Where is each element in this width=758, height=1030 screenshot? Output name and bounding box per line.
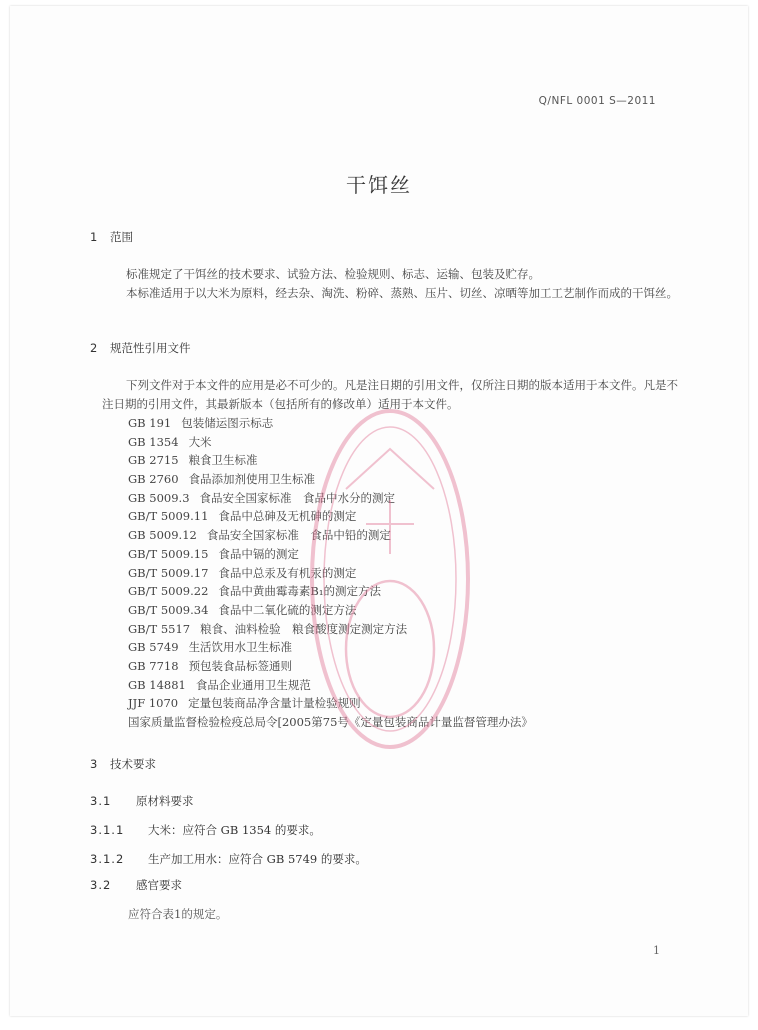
reference-code: GB/T 5009.15: [128, 546, 209, 561]
page-title: 干饵丝: [346, 173, 412, 197]
reference-item: [128, 564, 533, 583]
section-title: 范围: [110, 230, 133, 244]
clause-number: 3.2: [90, 878, 112, 892]
reference-title: 食品企业通用卫生规范: [195, 677, 311, 692]
reference-code: GB 191: [128, 416, 172, 430]
reference-item: [128, 713, 533, 732]
clause-title: 感官要求: [136, 878, 182, 892]
reference-item: [128, 601, 533, 620]
page-number: 1: [653, 944, 660, 957]
clause-3-1-1: [90, 822, 321, 838]
reference-item: [128, 657, 533, 676]
reference-title: 食品中二氧化硫的测定方法: [218, 602, 357, 617]
reference-title: 定量包装商品净含量计量检验规则: [188, 696, 361, 711]
section-number: 1: [90, 230, 98, 244]
reference-item: [128, 489, 533, 508]
reference-title: 食品添加剂使用卫生标准: [188, 472, 316, 487]
scope-paragraph-1: 标准规定了干饵丝的技术要求、试验方法、检验规则、标志、运输、包装及贮存。: [126, 267, 540, 281]
section-number: 2: [90, 341, 98, 355]
reference-code: GB/T 5009.34: [128, 602, 209, 617]
references-intro: 下列文件对于本文件的应用是必不可少的。凡是注日期的引用文件，仅所注日期的版本适用于本文件。凡是不注日期的引用文件，其最新版本（包括所有的修改单）适用于本文件。: [102, 378, 678, 411]
reference-code: GB 5749: [128, 640, 179, 655]
reference-title: 食品中黄曲霉毒素B₁的测定方法: [218, 584, 381, 599]
reference-item: [128, 545, 533, 564]
reference-code: GB/T 5009.11: [128, 509, 209, 524]
reference-item: [128, 638, 533, 657]
clause-number: 3.1.2: [90, 852, 125, 866]
scope-paragraph-2: 本标准适用于以大米为原料，经去杂、淘洗、粉碎、蒸熟、压片、切丝、凉晒等加工工艺制作而成的干饵丝。: [126, 286, 678, 300]
reference-code: GB 5009.12: [128, 528, 197, 543]
document-page: [10, 6, 748, 1016]
reference-item: [128, 414, 533, 433]
reference-title: 大米: [188, 434, 212, 449]
reference-code: GB 2715: [128, 453, 179, 468]
section-title: 技术要求: [110, 757, 156, 771]
section-2-heading: [90, 340, 191, 356]
reference-item: [128, 451, 533, 470]
reference-code: GB/T 5009.22: [128, 584, 209, 599]
reference-code: GB/T 5517: [128, 621, 191, 636]
reference-item: [128, 526, 533, 545]
reference-title: 食品安全国家标准 食品中铅的测定: [206, 528, 391, 543]
reference-title: 食品安全国家标准 食品中水分的测定: [199, 490, 396, 505]
section-title: 规范性引用文件: [110, 341, 191, 355]
reference-item: [128, 620, 533, 639]
clause-number: 3.1.1: [90, 823, 125, 837]
section-number: 3: [90, 757, 98, 771]
reference-title: 预包装食品标签通则: [188, 658, 293, 673]
reference-item: [128, 433, 533, 452]
clause-text: 大米：应符合 GB 1354 的要求。: [148, 823, 321, 837]
reference-item: [128, 676, 533, 695]
section-1-heading: [90, 229, 133, 245]
reference-item: [128, 470, 533, 489]
clause-3-1-heading: [90, 793, 194, 809]
clause-3-1-2: [90, 851, 367, 867]
reference-code: GB 2760: [128, 472, 179, 487]
reference-title: 食品中镉的测定: [218, 546, 299, 561]
clause-title: 原材料要求: [136, 794, 194, 808]
reference-code: GB/T 5009.17: [128, 565, 209, 580]
clause-3-2-text: 应符合表1的规定。: [128, 907, 228, 921]
reference-code: GB 7718: [128, 658, 179, 673]
reference-code: JJF 1070: [128, 696, 179, 711]
reference-title: 包装储运图示标志: [181, 416, 274, 430]
reference-code: GB 1354: [128, 434, 179, 449]
clause-number: 3.1: [90, 794, 112, 808]
reference-title: 粮食卫生标准: [188, 453, 258, 468]
reference-title: 食品中总汞及有机汞的测定: [218, 565, 357, 580]
reference-item: [128, 694, 533, 713]
reference-code: GB 5009.3: [128, 490, 190, 505]
clause-3-2-heading: [90, 877, 182, 893]
reference-code: GB 14881: [128, 677, 186, 692]
reference-item: [128, 507, 533, 526]
reference-item: [128, 582, 533, 601]
reference-title: 粮食、油料检验 粮食酸度测定测定方法: [200, 621, 408, 636]
clause-text: 生产加工用水：应符合 GB 5749 的要求。: [148, 852, 367, 866]
reference-title: 生活饮用水卫生标准: [188, 640, 293, 655]
reference-code: 国家质量监督检验检疫总局令[2005第75号《定量包装商品计量监督管理办法》: [128, 715, 533, 729]
section-3-heading: [90, 756, 156, 772]
reference-title: 食品中总砷及无机砷的测定: [218, 509, 357, 524]
standard-code: Q/NFL 0001 S—2011: [538, 95, 656, 107]
normative-reference-list: [128, 414, 533, 732]
